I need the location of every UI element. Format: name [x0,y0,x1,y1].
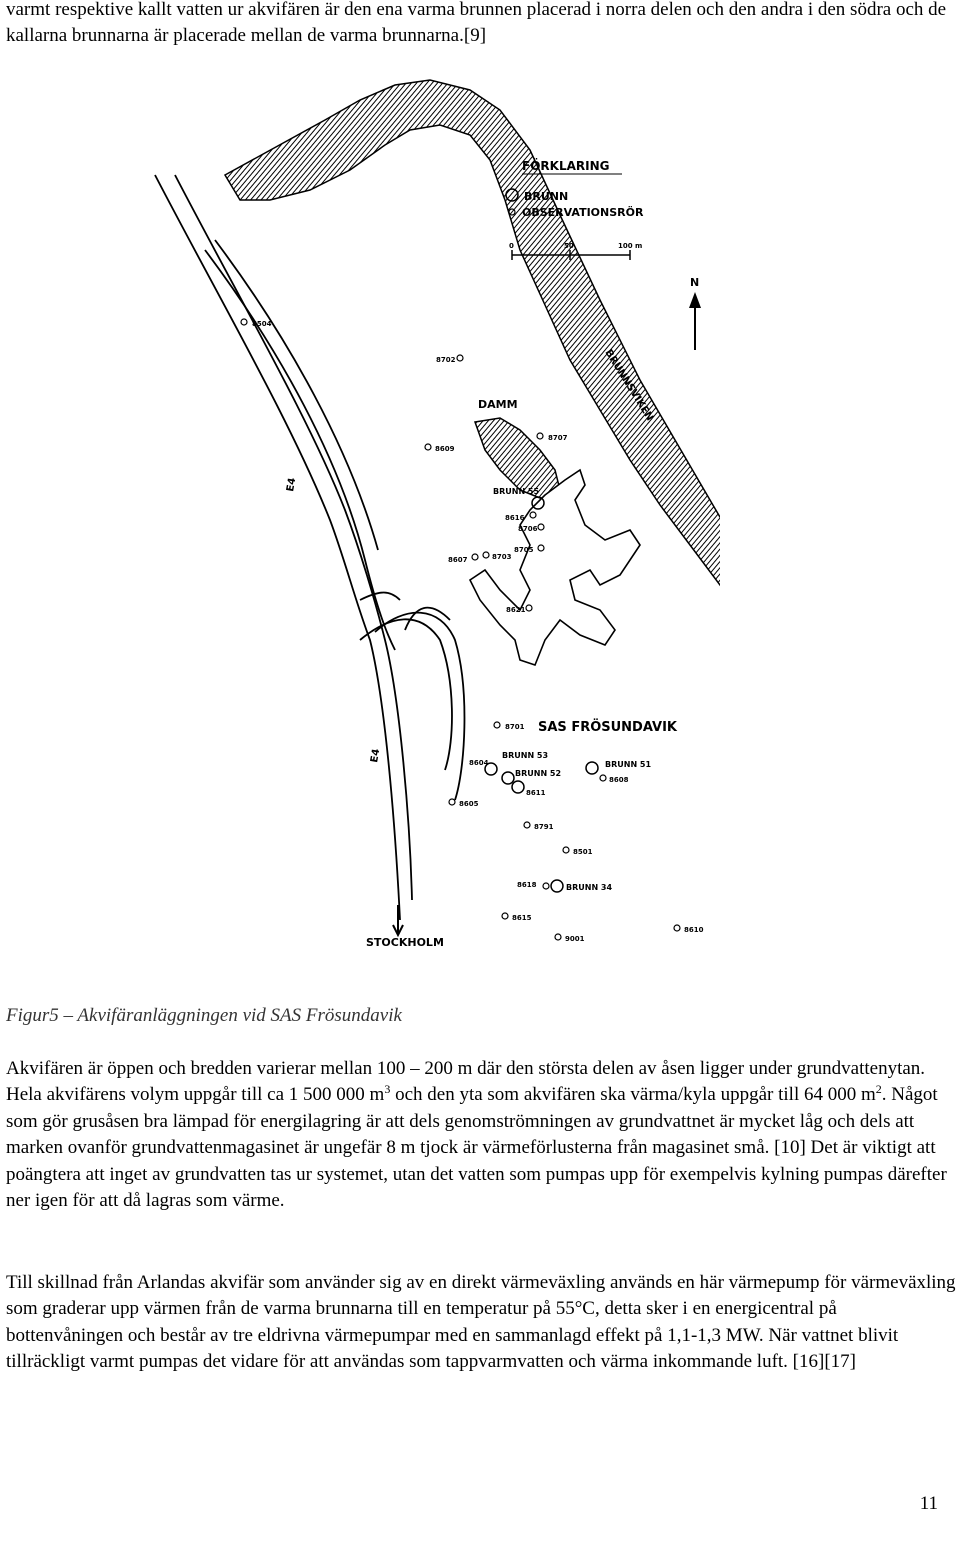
svg-text:9001: 9001 [565,935,585,943]
svg-text:8706: 8706 [518,525,538,533]
svg-text:8504: 8504 [252,320,272,328]
paragraph-text: . Något som gör grusåsen bra lämpad för energilagring är att dels genomströmningen av grundvattnet är mycket låg och dels att marken ovanför grundvattenmagasinet är ungefär 8 m tjock är värmeförlusterna från magasinet små. [10] Det är viktigt att poängtera att inget av grundvatten tas ur systemet, utan det vatten som pumpas upp för exempelvis kylning pumpas därefter ner igen för att då lagras som värme. [6,1084,947,1212]
page-number: 11 [919,1493,938,1514]
svg-text:8791: 8791 [534,823,554,831]
svg-text:8703: 8703 [492,553,512,561]
svg-text:8707: 8707 [548,434,568,442]
legend-obs-label: OBSERVATIONSRÖR [522,206,644,219]
paragraph-text: och den yta som akvifären ska värma/kyla uppgår till 64 000 m [390,1084,876,1106]
svg-text:8702: 8702 [436,356,456,364]
well-label: BRUNN 34 [566,883,613,892]
label-damm: DAMM [478,398,518,411]
svg-text:8615: 8615 [512,914,532,922]
legend-title: FÖRKLARING [522,159,610,173]
label-road-e4-upper: E4 [285,477,299,493]
svg-text:100 m: 100 m [618,242,643,250]
svg-text:50: 50 [564,242,574,250]
road-e4 [155,175,464,920]
legend-brunn-label: BRUNN [524,190,569,203]
svg-text:8609: 8609 [435,445,455,453]
superscript-2: 2 [875,1082,882,1097]
well-marker [502,772,514,784]
svg-text:0: 0 [509,242,514,250]
well-label: BRUNN 51 [605,760,652,769]
svg-text:N: N [690,276,700,289]
label-road-e4-lower: E4 [369,748,383,764]
svg-text:8616: 8616 [505,514,525,522]
svg-text:8611: 8611 [526,789,546,797]
paragraph-text: Akvifären är öppen och bredden varierar mellan 100 – 200 m där den största delen av åsen ligger under grundvattenytan. Hela akvifärens volym uppgår till ca 1 500 000 m [6,1058,926,1106]
svg-text:8618: 8618 [517,881,537,889]
svg-text:8608: 8608 [609,776,629,784]
well-label: BRUNN 53 [502,751,549,760]
svg-text:8621: 8621 [506,606,526,614]
superscript-3: 3 [384,1082,391,1097]
figure-caption: Figur5 – Akvifäranläggningen vid SAS Frösundavik [6,1005,402,1026]
body-paragraph-aquifer [6,1056,956,1214]
aquifer-outline [470,470,640,665]
stockholm-arrow [393,905,403,935]
body-paragraph-heat-pump: Till skillnad från Arlandas akvifär som använder sig av en direkt värmeväxling används en här värmepump för värmeväxling som graderar upp värmen från de varma brunnarna till en temperatur på 55°C, detta sker i en energicentral på bottenvåningen och består av tre eldrivna värmepumpar med en sammanlagd effekt på 1,1-1,3 MW. När vattnet blivit tillräckligt varmt pumpas det vidare för att användas som tappvarmvatten och värma inkommande luft. [16][17] [6,1272,956,1373]
well-marker [512,781,524,793]
label-stockholm: STOCKHOLM [366,936,444,949]
well-marker [586,762,598,774]
label-sas-frosundavik: SAS FRÖSUNDAVIK [538,720,677,735]
well-label: BRUNN 52 [515,769,562,778]
svg-text:8705: 8705 [514,546,534,554]
well-marker [551,880,563,892]
aquifer-map-figure [150,70,720,950]
svg-text:8501: 8501 [573,848,593,856]
intro-paragraph: varmt respektive kallt vatten ur akvifären är den ena varma brunnen placerad i norra delen och den andra i den södra och de kallarna brunnarna är placerade mellan de varma brunnarna.[9] [6,0,947,47]
svg-text:8604: 8604 [469,759,489,767]
north-arrow-icon [689,276,701,350]
svg-text:8701: 8701 [505,723,525,731]
svg-text:8605: 8605 [459,800,479,808]
svg-text:8610: 8610 [684,926,704,934]
well-label: BRUNN 55 [493,487,540,496]
label-brunnsviken: BRUNNSVIKEN [602,347,656,423]
svg-text:8607: 8607 [448,556,468,564]
